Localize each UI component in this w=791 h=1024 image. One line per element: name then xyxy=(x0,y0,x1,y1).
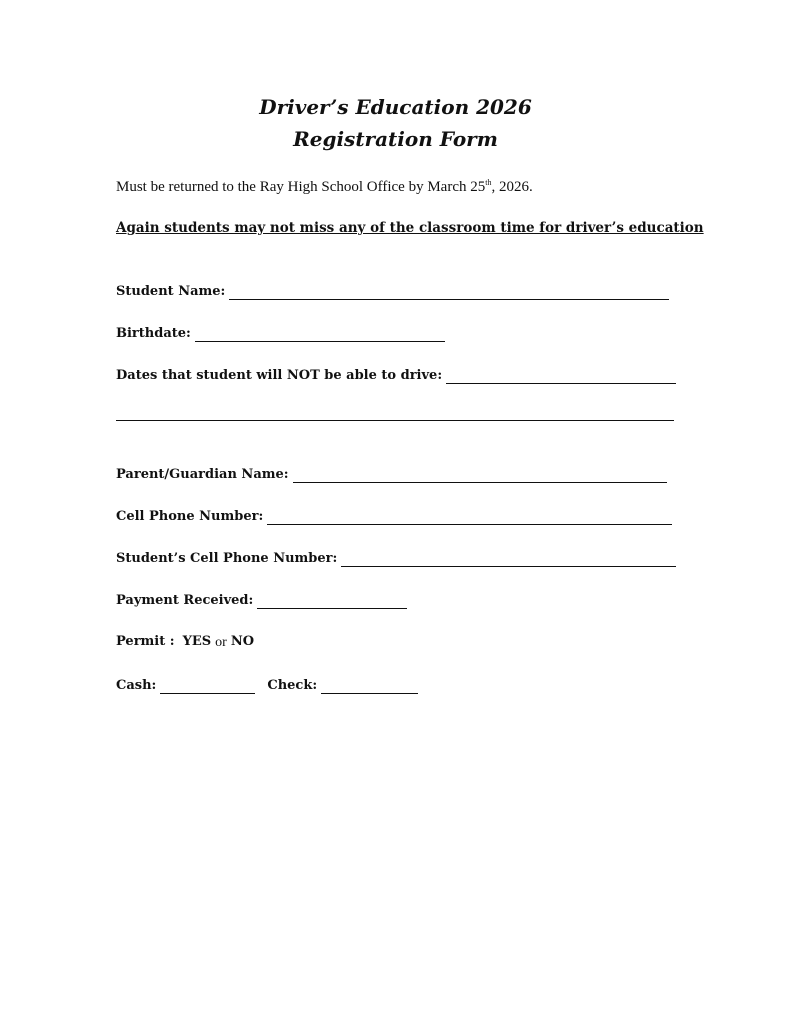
student-cell-phone-field xyxy=(116,550,676,568)
birthdate-input-line[interactable] xyxy=(195,327,445,342)
cash-input-line[interactable] xyxy=(160,679,255,694)
cell-phone-input-line[interactable] xyxy=(267,510,672,525)
check-label: Check: xyxy=(267,678,318,693)
student-cell-phone-input-line[interactable] xyxy=(341,552,676,567)
unavailable-dates-field xyxy=(116,367,676,385)
student-name-field xyxy=(116,283,669,301)
form-title: Driver’s Education 2026 xyxy=(259,95,532,119)
permit-yes-option[interactable]: YES xyxy=(182,634,212,649)
student-name-input-line[interactable] xyxy=(229,285,669,300)
return-deadline-note xyxy=(116,178,533,196)
form-subtitle: Registration Form xyxy=(293,127,498,151)
attendance-warning: Again students may not miss any of the classroom time for driver’s education xyxy=(116,220,704,236)
parent-name-label: Parent/Guardian Name: xyxy=(116,467,289,482)
unavailable-dates-input-line[interactable] xyxy=(446,369,676,384)
cell-phone-label: Cell Phone Number: xyxy=(116,509,264,524)
birthdate-field xyxy=(116,325,445,343)
return-deadline-text: Must be returned to the Ray High School Office by March 25 xyxy=(116,179,486,195)
unavailable-dates-continuation-line[interactable] xyxy=(116,420,674,421)
permit-field xyxy=(116,633,254,651)
return-deadline-year: , 2026. xyxy=(491,179,533,195)
parent-name-field xyxy=(116,466,667,484)
check-input-line[interactable] xyxy=(321,679,418,694)
payment-received-input-line[interactable] xyxy=(257,594,407,609)
birthdate-label: Birthdate: xyxy=(116,326,191,341)
cash-check-field xyxy=(116,677,418,695)
cell-phone-field xyxy=(116,508,672,526)
student-name-label: Student Name: xyxy=(116,284,226,299)
payment-received-field xyxy=(116,592,407,610)
unavailable-dates-label: Dates that student will NOT be able to drive: xyxy=(116,368,443,383)
student-cell-phone-label: Student’s Cell Phone Number: xyxy=(116,551,338,566)
payment-received-label: Payment Received: xyxy=(116,593,254,608)
return-deadline-ordinal: th xyxy=(485,178,492,187)
permit-label: Permit : xyxy=(116,634,175,649)
parent-name-input-line[interactable] xyxy=(293,468,667,483)
permit-or-text: or xyxy=(215,635,227,650)
cash-label: Cash: xyxy=(116,678,157,693)
permit-no-option[interactable]: NO xyxy=(230,634,255,649)
